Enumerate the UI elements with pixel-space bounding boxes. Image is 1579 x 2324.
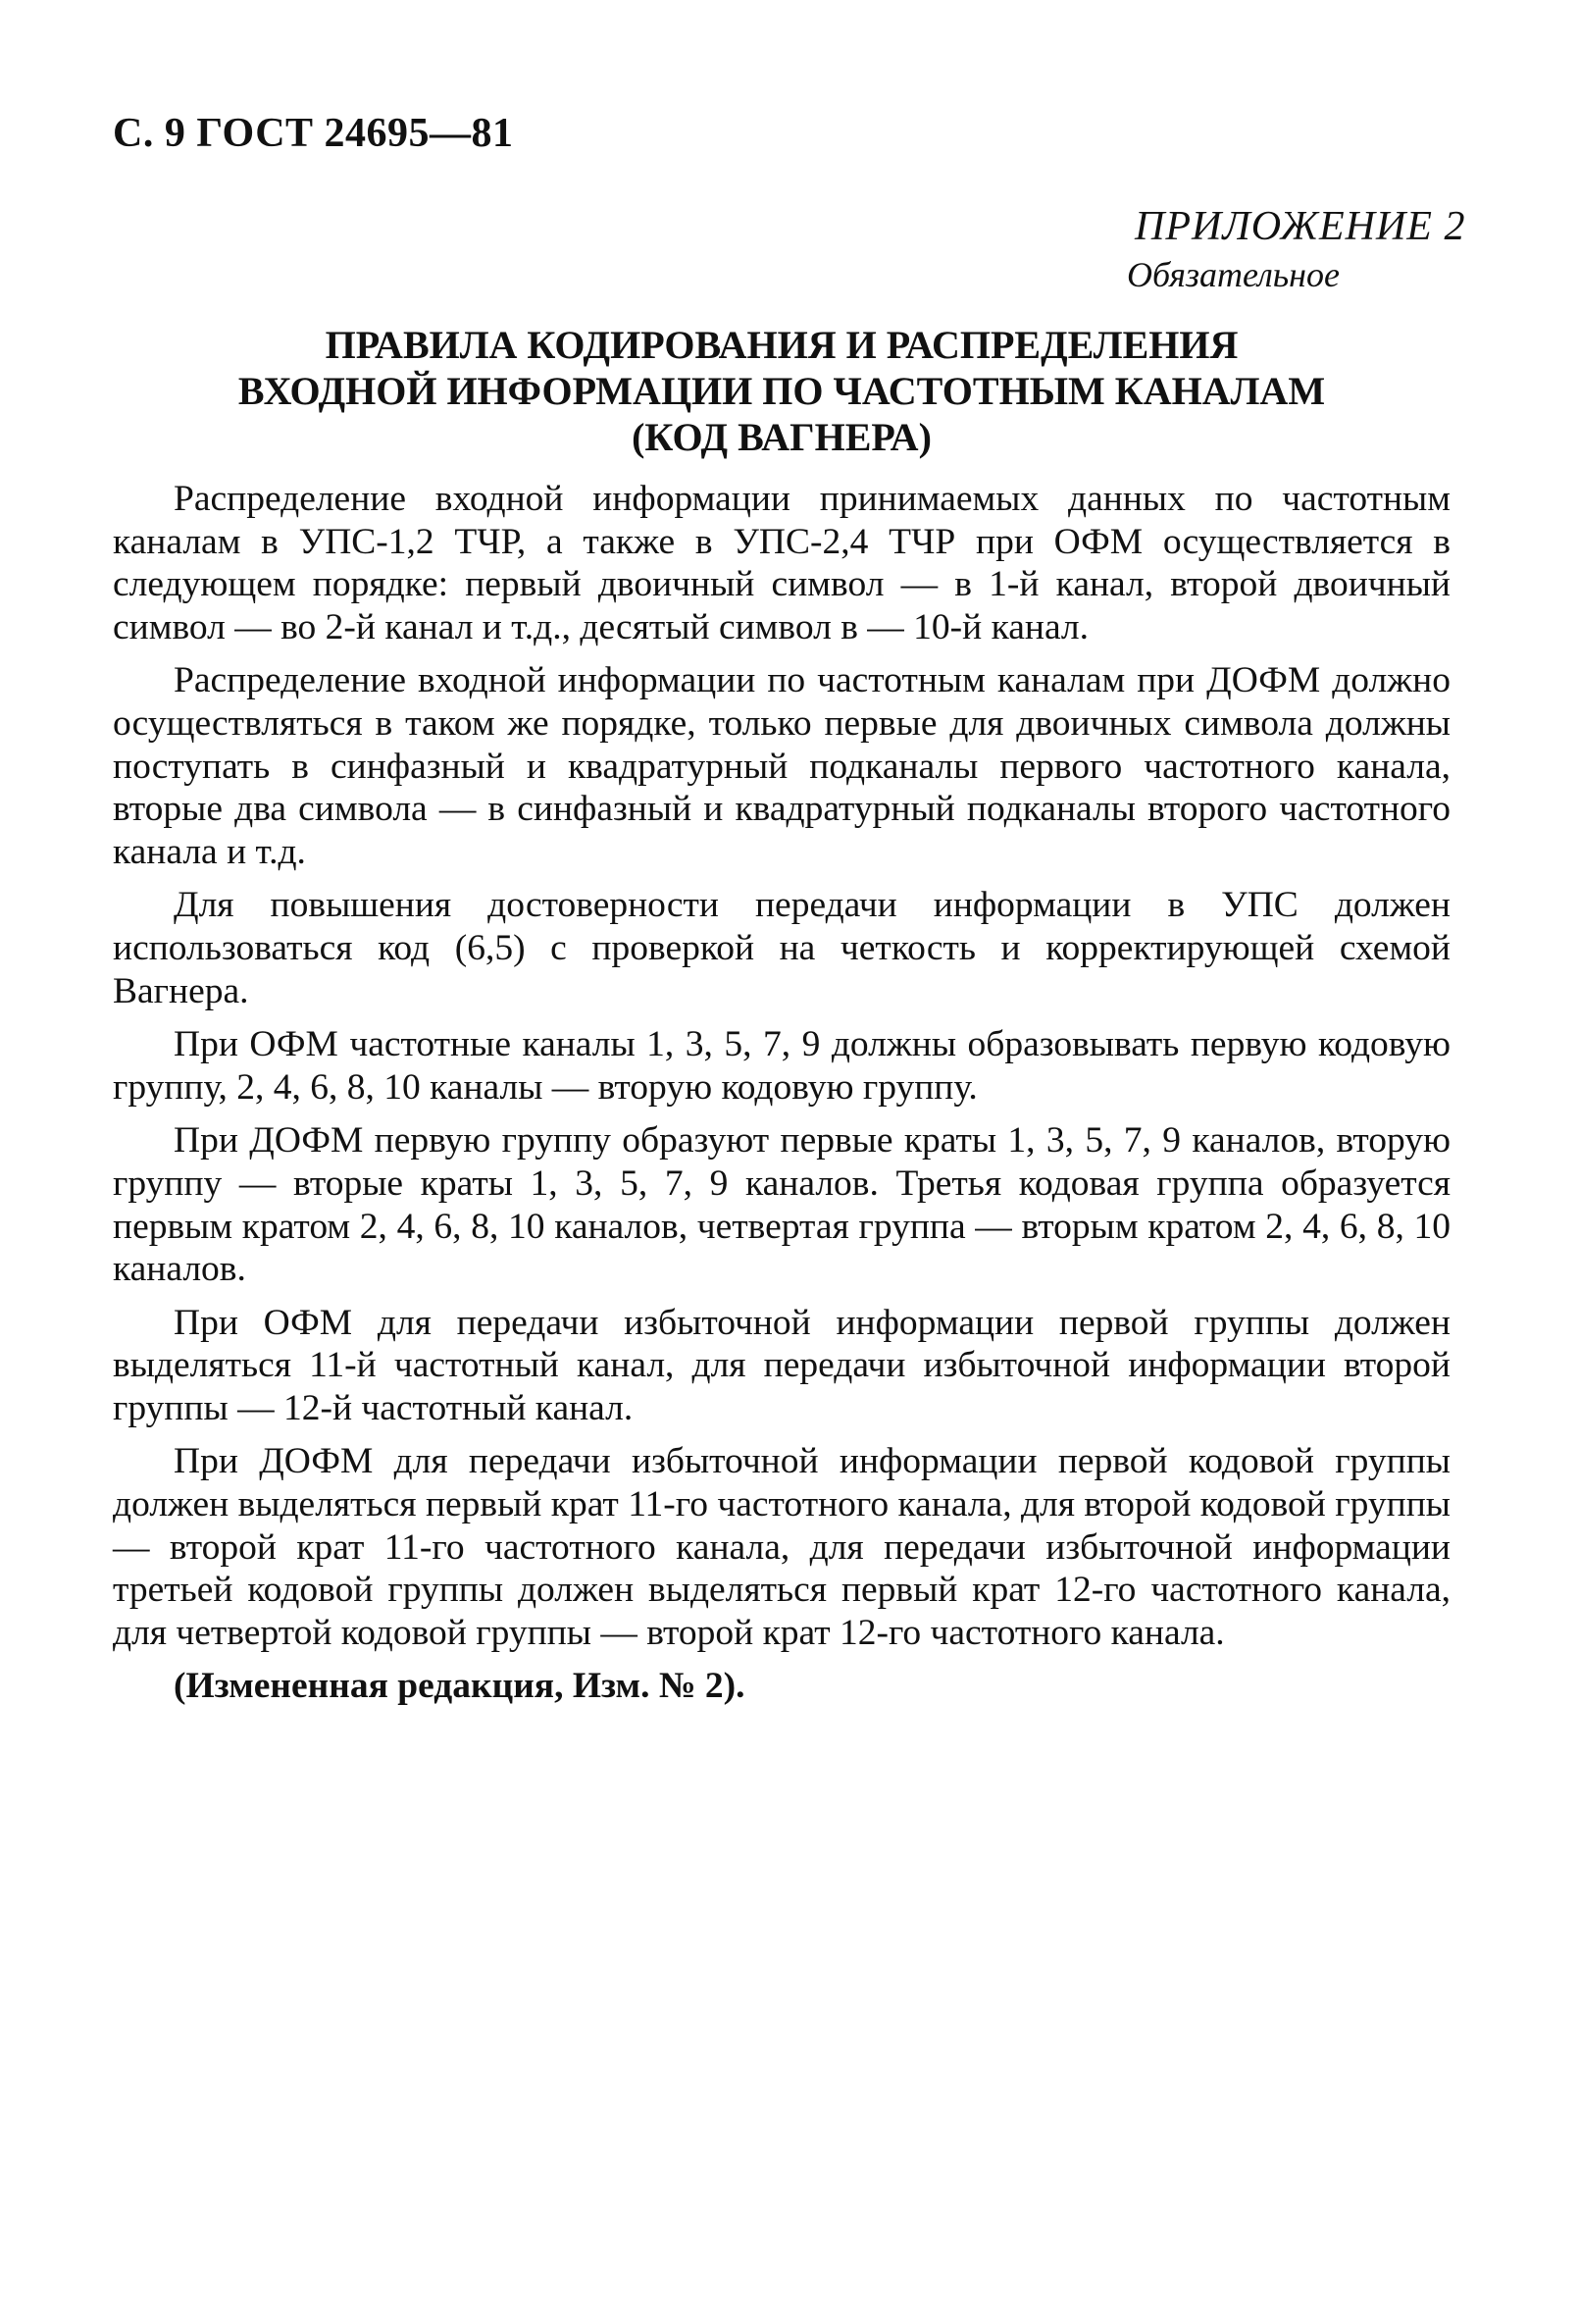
document-title <box>113 322 1451 460</box>
title-line-2: ВХОДНОЙ ИНФОРМАЦИИ ПО ЧАСТОТНЫМ КАНАЛАМ <box>237 369 1326 413</box>
paragraph: При ДОФМ первую группу образуют первые краты 1, 3, 5, 7, 9 каналов, вторую группу — вторые краты 1, 3, 5, 7, 9 каналов. Третья кодовая группа образуется первым кратом 2, 4, 6, 8, 10 каналов, четвертая группа — вторым кратом 2, 4, 6, 8, 10 каналов. <box>113 1120 1451 1290</box>
running-header: С. 9 ГОСТ 24695—81 <box>113 111 514 156</box>
amendment-note: (Измененная редакция, Изм. № 2). <box>174 1666 745 1707</box>
title-line-1: ПРАВИЛА КОДИРОВАНИЯ И РАСПРЕДЕЛЕНИЯ <box>325 323 1239 367</box>
title-line-3: (КОД ВАГНЕРА) <box>632 415 932 459</box>
paragraph: При ОФМ для передачи избыточной информации первой группы должен выделяться 11-й частотный канал, для передачи избыточной информации второй группы — 12-й частотный канал. <box>113 1302 1451 1428</box>
paragraph: Распределение входной информации принимаемых данных по частотным каналам в УПС-1,2 ТЧР, а также в УПС-2,4 ТЧР при ОФМ осуществляется в следующем порядке: первый двоичный символ — в 1-й канал, второй двоичный символ — во 2-й канал и т.д., десятый символ в — 10-й канал. <box>113 479 1451 647</box>
appendix-status: Обязательное <box>1127 255 1340 294</box>
paragraph: При ДОФМ для передачи избыточной информации первой кодовой группы должен выделяться первый крат 11-го частотного канала, для второй кодовой группы — второй крат 11-го частотного канала, для передачи избыточной информации третьей кодовой группы должен выделяться первый крат 12-го частотного канала, для четвертой кодовой группы — второй крат 12-го частотного канала. <box>113 1441 1451 1653</box>
paragraph: Распределение входной информации по частотным каналам при ДОФМ должно осуществляться в таком же порядке, только первые для двоичных символа должны поступать в синфазный и квадратурный подканалы первого частотного канала, вторые два символа — в синфазный и квадратурный подканалы второго частотного канала и т.д. <box>113 660 1451 872</box>
paragraph: Для повышения достоверности передачи информации в УПС должен использоваться код (6,5) с проверкой на четкость и корректирующей схемой Вагнера. <box>113 885 1451 1011</box>
appendix-title: ПРИЛОЖЕНИЕ 2 <box>1135 204 1466 249</box>
paragraph: При ОФМ частотные каналы 1, 3, 5, 7, 9 должны образовывать первую кодовую группу, 2, 4, 6, 8, 10 каналы — вторую кодовую группу. <box>113 1024 1451 1108</box>
body-text <box>113 478 1451 1719</box>
appendix-label <box>1127 201 1466 297</box>
